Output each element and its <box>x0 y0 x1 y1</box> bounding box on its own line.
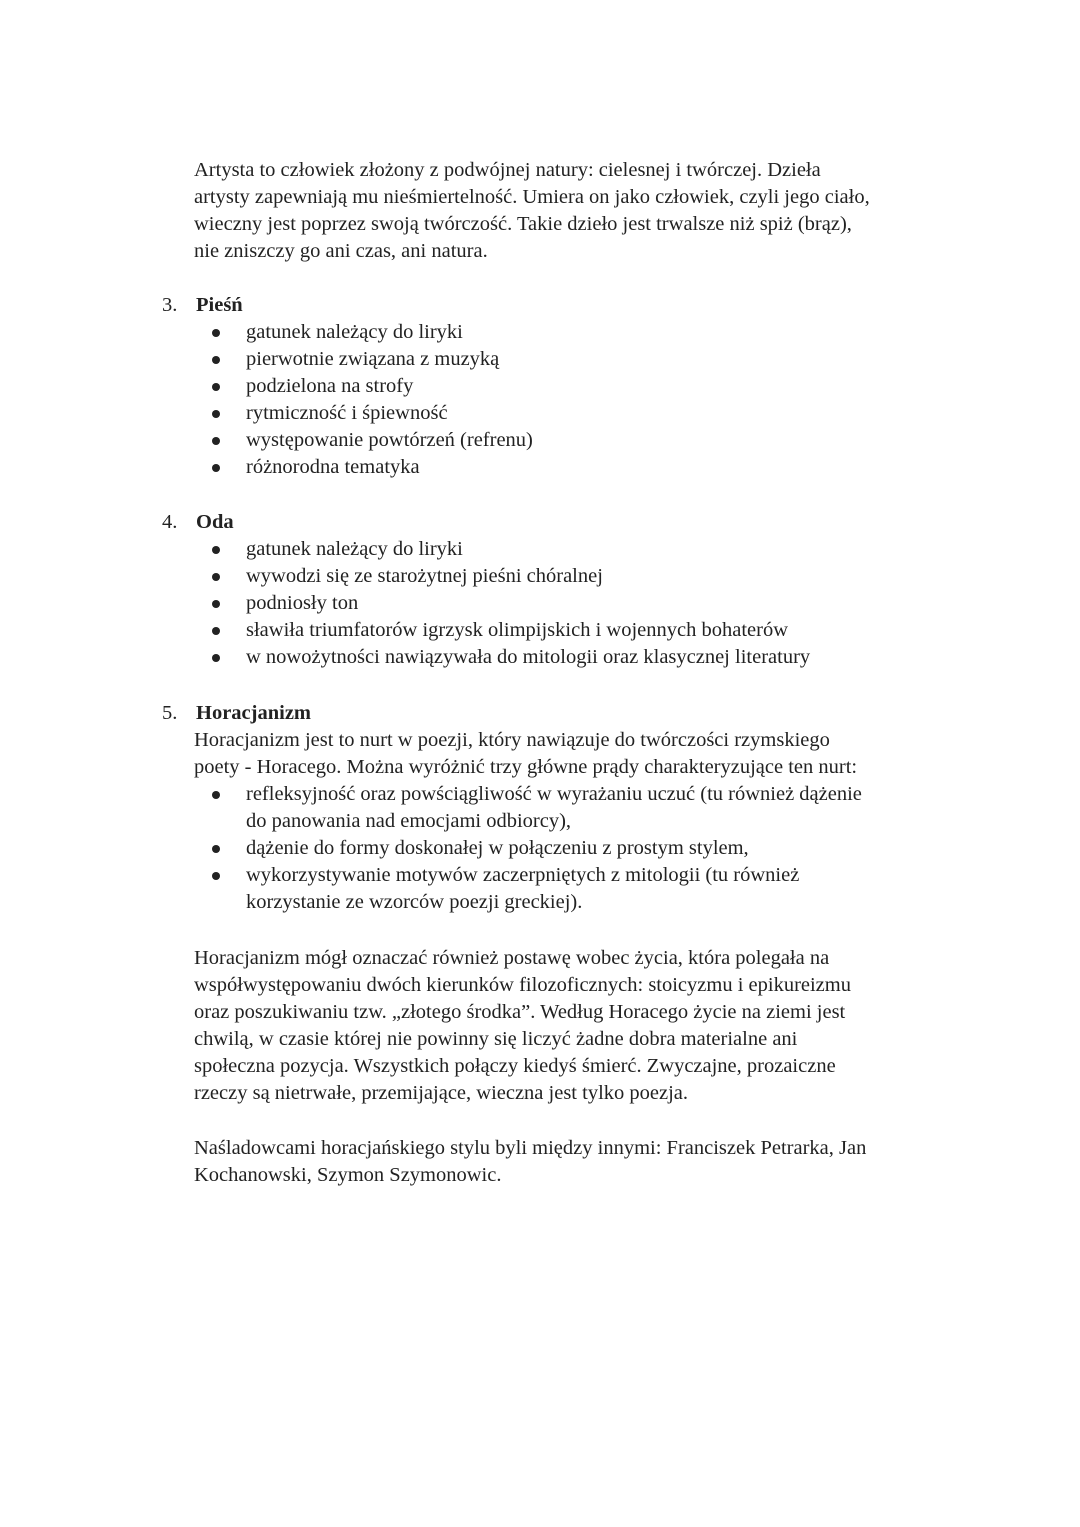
section-heading <box>162 509 962 536</box>
bullet-icon <box>212 464 220 472</box>
paragraph-line: chwilą, w czasie której nie powinny się liczyć żadne dobra materialne ani <box>194 1028 798 1050</box>
list-item <box>212 835 962 862</box>
list-item-text: rytmiczność i śpiewność <box>246 402 448 424</box>
intro-line: wieczny jest poprzez swoją twórczość. Takie dzieło jest trwalsze niż spiż (brąz), <box>194 213 852 235</box>
list-item-text: gatunek należący do liryki <box>246 538 463 560</box>
paragraph-line: współwystępowaniu dwóch kierunków filozoficznych: stoicyzmu i epikureizmu <box>194 974 851 996</box>
list-item <box>212 373 962 400</box>
list-item-text: różnorodna tematyka <box>246 456 420 478</box>
list-item-line: do panowania nad emocjami odbiorcy), <box>246 810 572 832</box>
list-item-line: wykorzystywanie motywów zaczerpniętych z mitologii (tu również <box>246 864 800 886</box>
bullet-list <box>212 319 962 481</box>
list-item <box>212 536 962 563</box>
section-number: 5. <box>162 702 178 724</box>
section-title: Pieśń <box>196 294 243 316</box>
list-item <box>212 563 962 590</box>
section-piesn <box>162 292 962 481</box>
bullet-icon <box>212 410 220 418</box>
paragraph-line: Naśladowcami horacjańskiego stylu byli między innymi: Franciszek Petrarka, Jan <box>194 1137 867 1159</box>
list-item <box>212 590 962 617</box>
section-intro-line: Horacjanizm jest to nurt w poezji, który nawiązuje do twórczości rzymskiego <box>194 729 830 751</box>
list-item-line: dążenie do formy doskonałej w połączeniu z prostym stylem, <box>246 837 749 859</box>
paragraph-nasladowcy <box>194 1135 974 1189</box>
intro-line: nie zniszczy go ani czas, ani natura. <box>194 240 488 262</box>
list-item-text: pierwotnie związana z muzyką <box>246 348 500 370</box>
list-item <box>212 781 962 835</box>
intro-line: Artysta to człowiek złożony z podwójnej natury: cielesnej i twórczej. Dzieła <box>194 159 821 181</box>
section-oda <box>162 509 962 671</box>
section-horacjanizm <box>162 700 962 916</box>
list-item-line: refleksyjność oraz powściągliwość w wyrażaniu uczuć (tu również dążenie <box>246 783 862 805</box>
intro-line: artysty zapewniają mu nieśmiertelność. Umiera on jako człowiek, czyli jego ciało, <box>194 186 870 208</box>
list-item <box>212 862 962 916</box>
intro-paragraph <box>194 157 974 265</box>
list-item <box>212 400 962 427</box>
list-item-text: podzielona na strofy <box>246 375 414 397</box>
bullet-icon <box>212 872 220 880</box>
paragraph-postawa <box>194 945 974 1107</box>
bullet-icon <box>212 356 220 364</box>
list-item-text: sławiła triumfatorów igrzysk olimpijskich i wojennych bohaterów <box>246 619 788 641</box>
list-item <box>212 454 962 481</box>
section-intro-line: poety - Horacego. Można wyróżnić trzy główne prądy charakteryzujące ten nurt: <box>194 756 858 778</box>
list-item-line: korzystanie ze wzorców poezji greckiej). <box>246 891 583 913</box>
list-item-text <box>246 835 962 862</box>
bullet-icon <box>212 329 220 337</box>
bullet-list <box>212 781 962 916</box>
section-number: 3. <box>162 294 178 316</box>
paragraph-line: społeczna pozycja. Wszystkich połączy kiedyś śmierć. Zwyczajne, prozaiczne <box>194 1055 836 1077</box>
bullet-icon <box>212 383 220 391</box>
bullet-icon <box>212 627 220 635</box>
bullet-icon <box>212 845 220 853</box>
paragraph-line: Horacjanizm mógł oznaczać również postawę wobec życia, która polegała na <box>194 947 830 969</box>
list-item-text: gatunek należący do liryki <box>246 321 463 343</box>
list-item <box>212 427 962 454</box>
bullet-icon <box>212 437 220 445</box>
list-item-text: w nowożytności nawiązywała do mitologii oraz klasycznej literatury <box>246 646 811 668</box>
bullet-icon <box>212 791 220 799</box>
list-item-text: podniosły ton <box>246 592 359 614</box>
bullet-icon <box>212 573 220 581</box>
bullet-list <box>212 536 962 671</box>
bullet-icon <box>212 546 220 554</box>
paragraph-line: Kochanowski, Szymon Szymonowic. <box>194 1164 502 1186</box>
list-item <box>212 644 962 671</box>
paragraph-line: oraz poszukiwaniu tzw. „złotego środka”. Według Horacego życie na ziemi jest <box>194 1001 846 1023</box>
section-intro <box>194 727 962 781</box>
bullet-icon <box>212 654 220 662</box>
bullet-icon <box>212 600 220 608</box>
list-item-text <box>246 781 962 835</box>
section-heading <box>162 700 962 727</box>
section-number: 4. <box>162 511 178 533</box>
list-item-text: wywodzi się ze starożytnej pieśni chóralnej <box>246 565 603 587</box>
list-item-text: występowanie powtórzeń (refrenu) <box>246 429 533 451</box>
paragraph-line: rzeczy są nietrwałe, przemijające, wieczna jest tylko poezja. <box>194 1082 689 1104</box>
list-item <box>212 346 962 373</box>
section-title: Horacjanizm <box>196 702 311 724</box>
list-item <box>212 617 962 644</box>
section-heading <box>162 292 962 319</box>
section-title: Oda <box>196 511 234 533</box>
list-item <box>212 319 962 346</box>
list-item-text <box>246 862 962 916</box>
